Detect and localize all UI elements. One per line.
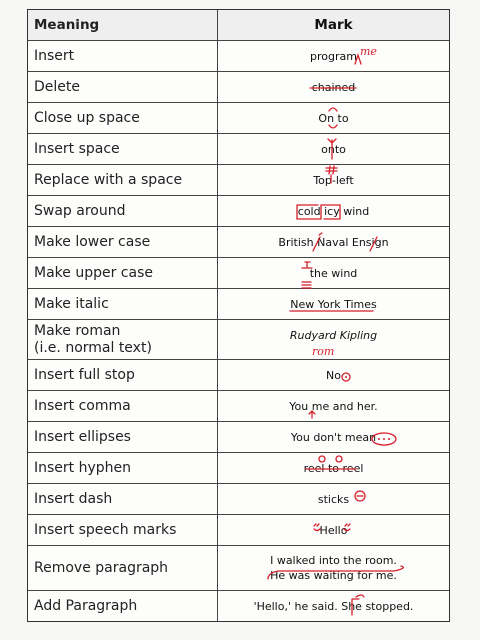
meaning-comma: Insert comma [28,391,218,421]
meaning-upper-case: Make upper case [28,258,218,288]
mark-cell [218,484,449,514]
mark-cell [218,320,449,359]
mark-cell [218,134,449,164]
table-row [28,546,449,591]
mark-text-dash: sticks [317,492,350,506]
meaning-roman: Make roman (i.e. normal text) [28,320,218,359]
meaning-hyphen: Insert hyphen [28,453,218,483]
table-row [28,258,449,289]
meaning-remove-paragraph: Remove paragraph [28,546,218,590]
table-row [28,41,449,72]
header-mark: Mark [314,17,353,33]
mark-cell [218,422,449,452]
mark-text-full-stop: No [326,368,341,382]
table-header [28,10,449,41]
meaning-lower-case: Make lower case [28,227,218,257]
insert-annotation-text: me [360,45,377,58]
mark-text-line-2: He was waiting for me. [270,569,397,582]
table-row [28,134,449,165]
meaning-close-up: Close up space [28,103,218,133]
mark-text-replace-space: Top-left [313,173,354,187]
meaning-italic: Make italic [28,289,218,319]
mark-cell [218,453,449,483]
mark-text-roman: Rudyard Kipling [289,329,378,342]
mark-cell [218,546,449,590]
mark-text-close-up: On to [318,111,349,125]
meaning-ellipses: Insert ellipses [28,422,218,452]
mark-cell [218,165,449,195]
proofreading-marks-table [27,9,450,622]
mark-cell [218,289,449,319]
mark-text-swap: cold icy wind [297,204,370,218]
table-row [28,591,449,621]
mark-text-hyphen: reel to reel [303,461,364,475]
meaning-delete: Delete [28,72,218,102]
table-row [28,103,449,134]
table-row [28,422,449,453]
meaning-replace-space: Replace with a space [28,165,218,195]
mark-cell [218,103,449,133]
table-row [28,360,449,391]
header-meaning: Meaning [28,10,218,40]
table-row [28,320,449,360]
mark-cell [218,227,449,257]
meaning-insert-space: Insert space [28,134,218,164]
mark-text-italic: New York Times [290,297,377,311]
mark-cell [218,391,449,421]
mark-text-ellipses: You don't mean [290,430,377,444]
table-row [28,72,449,103]
meaning-add-paragraph: Add Paragraph [28,591,218,621]
mark-cell [218,41,449,71]
meaning-swap: Swap around [28,196,218,226]
mark-text-insert: program [310,49,357,63]
roman-annotation-text: rom [312,345,335,358]
mark-text-add-paragraph: 'Hello,' he said. She stopped. [253,599,414,613]
table-row [28,289,449,320]
meaning-speech-marks: Insert speech marks [28,515,218,545]
table-row [28,484,449,515]
mark-text-lower-case: British Naval Ensign [278,235,389,249]
table-row [28,453,449,484]
mark-text-comma: You me and her. [289,399,378,413]
mark-cell [218,360,449,390]
meaning-dash: Insert dash [28,484,218,514]
mark-text-speech-marks: Hello [319,523,348,537]
mark-cell [218,258,449,288]
meaning-insert: Insert [28,41,218,71]
meaning-full-stop: Insert full stop [28,360,218,390]
mark-cell [218,196,449,226]
mark-cell [218,515,449,545]
mark-text-upper-case: the wind [309,266,358,280]
mark-cell [218,591,449,621]
mark-text-insert-space: onto [321,142,346,156]
table-row [28,165,449,196]
mark-cell [218,72,449,102]
mark-text-line-1: I walked into the room. [270,554,397,567]
table-row [28,227,449,258]
table-row [28,196,449,227]
table-row [28,391,449,422]
mark-text-delete: chained [311,80,356,94]
table-row [28,515,449,546]
